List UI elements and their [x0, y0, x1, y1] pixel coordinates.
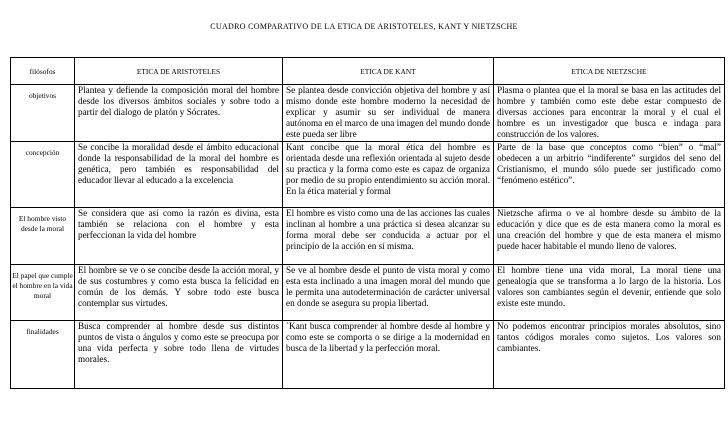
table-row	[11, 208, 725, 265]
cell-nietzsche: Parte de la base que conceptos como “bien” o “mal” obedecen a un arbitrio “indiferente” surgidos del seno del Cristianismo, el mundo sólo puede ser justificado como “fenómeno estético”.	[494, 142, 725, 208]
row-label-papel-hombre: El papel que cumple el hombre en la vida moral	[11, 265, 75, 321]
header-nietzsche: ETICA DE NIETZSCHE	[494, 58, 725, 85]
table-row	[11, 142, 725, 208]
header-row	[11, 58, 725, 85]
header-aristotle: ETICA DE ARISTOTELES	[75, 58, 283, 85]
document-title: CUADRO COMPARATIVO DE LA ETICA DE ARISTOTELES, KANT Y NIETZSCHE	[210, 22, 518, 31]
cell-nietzsche: Plasma o plantea que el la moral se basa en las actitudes del hombre y también como este debe estar compuesto de diversas acciones para encontrar la moral y el cual el hombre es un investigador que busca e indaga para construcción de los valores.	[494, 85, 725, 142]
table-row	[11, 265, 725, 321]
header-philosophers: filósofos	[11, 58, 75, 85]
cell-aristotle: Plantea y defiende la composición moral del hombre desde los diversos ámbitos sociales y sobre todo a partir del dialogo de platón y Sócrates.	[75, 85, 283, 142]
cell-kant: El hombre es visto como una de las acciones las cuales inclinan al hombre a una práctica si desea alcanzar su forma moral debe ser conducida a actuar por el principio de la acción en sí misma.	[283, 208, 494, 265]
row-label-concepcion: concepción	[11, 142, 75, 208]
cell-kant: Se plantea desde convicción objetiva del hombre y así mismo donde este hombre moderno la necesidad de explicar y asumir su ser individual de manera autónoma en el marco de una imagen del mundo donde este pueda ser libre	[283, 85, 494, 142]
header-kant: ETICA DE KANT	[283, 58, 494, 85]
cell-nietzsche: Nietzsche afirma o ve al hombre desde su ámbito de la educación y dice que es de esta manera como la moral es una creación del hombre y que de esta manera el mismo puede hacer habitable el mundo lleno de valores.	[494, 208, 725, 265]
row-label-finalidades: finalidades	[11, 321, 75, 389]
row-label-hombre-visto: El hombre visto desde la moral	[11, 208, 75, 265]
cell-aristotle: Se considera que así como la razón es divina, esta también se relaciona con el hombre y esta perfeccionan la vida del hombre	[75, 208, 283, 265]
table-row	[11, 321, 725, 389]
comparison-table	[10, 57, 725, 389]
cell-aristotle: Busca comprender al hombre desde sus distintos puntos de vista o ángulos y como este se preocupa por una vida perfecta y sobre todo llena de virtudes morales.	[75, 321, 283, 389]
cell-kant: Se ve al hombre desde el punto de vista moral y como esta esta inclinado a una imagen moral del mundo que le permita una autodeterminación de carácter universal en donde se asegura su propia libertad.	[283, 265, 494, 321]
cell-kant: `Kant busca comprender al hombre desde al hombre y como este se comporta o se dirige a la modernidad en busca de la libertad y la perfección moral.	[283, 321, 494, 389]
table-row	[11, 85, 725, 142]
cell-aristotle: El hombre se ve o se concibe desde la acción moral, y de sus costumbres y como esta busca la felicidad en común de los demás. Y sobre todo este busca contemplar sus virtudes.	[75, 265, 283, 321]
row-label-objetivos: objetivos	[11, 85, 75, 142]
cell-nietzsche: El hombre tiene una vida moral, La moral tiene una genealogía que se transforma a lo largo de la historia. Los valores son cambiantes según el devenir, entiende que solo existe este mundo.	[494, 265, 725, 321]
cell-nietzsche: No podemos encontrar principios morales absolutos, sino tantos códigos morales como sujetos. Los valores son cambiantes.	[494, 321, 725, 389]
cell-kant: Kant concibe que la moral ética del hombre es orientada desde una reflexión orientada al sujeto desde su practica y la forma como este es capaz de organiza por medio de su propio entendimiento su acción moral. En la ética material y formal	[283, 142, 494, 208]
cell-aristotle: Se concibe la moralidad desde el ámbito educacional donde la responsabilidad de la moral del hombre es genética, pero también es responsabilidad del educador llevar al educado a la excelencia	[75, 142, 283, 208]
